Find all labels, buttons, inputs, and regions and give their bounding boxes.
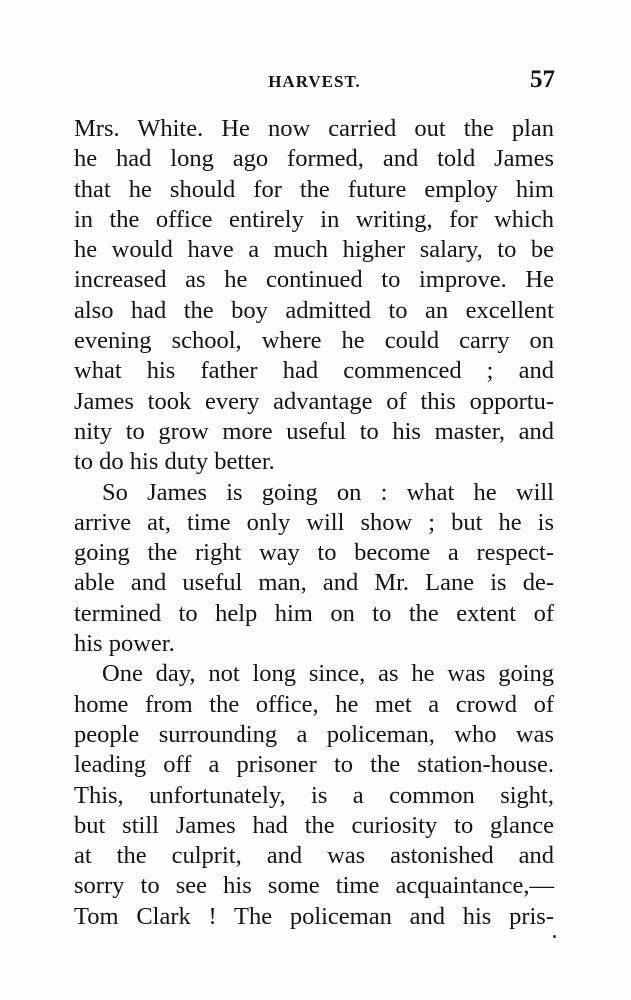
page-number: 57	[530, 66, 555, 93]
stray-ink-mark	[553, 935, 556, 938]
text-line: termined to help him on to the extent of	[74, 599, 554, 627]
text-line: So James is going on : what he will	[102, 478, 554, 506]
text-line: evening school, where he could carry on	[74, 327, 554, 355]
text-line: people surrounding a policeman, who was	[74, 720, 554, 748]
text-line: This, unfortunately, is a common sight,	[74, 781, 554, 809]
text-line: leading off a prisoner to the station-house.	[74, 751, 554, 779]
text-line: to do his duty better.	[74, 448, 275, 476]
text-line: also had the boy admitted to an excellent	[74, 296, 554, 324]
text-line: in the office entirely in writing, for which	[74, 205, 554, 233]
text-line: sorry to see his some time acquaintance,—	[74, 872, 554, 900]
text-line: able and useful man, and Mr. Lane is de-	[74, 569, 554, 597]
text-line: his power.	[74, 630, 175, 658]
body-text	[74, 114, 554, 932]
text-line: One day, not long since, as he was going	[102, 660, 554, 688]
running-title: HARVEST.	[268, 72, 361, 91]
text-line: he would have a much higher salary, to be	[74, 236, 554, 264]
text-line: at the culprit, and was astonished and	[74, 842, 554, 870]
text-line: home from the office, he met a crowd of	[74, 690, 554, 718]
running-head	[74, 66, 555, 102]
text-line: that he should for the future employ him	[74, 175, 554, 203]
text-line: Tom Clark ! The policeman and his pris-	[74, 902, 554, 930]
text-line: going the right way to become a respect-	[74, 539, 554, 567]
text-line: increased as he continued to improve. He	[74, 266, 554, 294]
text-line: nity to grow more useful to his master, and	[74, 417, 554, 445]
text-line: what his father had commenced ; and	[74, 357, 554, 385]
text-line: James took every advantage of this opportu-	[74, 387, 554, 415]
text-line: arrive at, time only will show ; but he is	[74, 508, 554, 536]
text-line: Mrs. White. He now carried out the plan	[74, 115, 554, 142]
text-line: but still James had the curiosity to glance	[74, 811, 554, 839]
text-line: he had long ago formed, and told James	[74, 145, 554, 173]
